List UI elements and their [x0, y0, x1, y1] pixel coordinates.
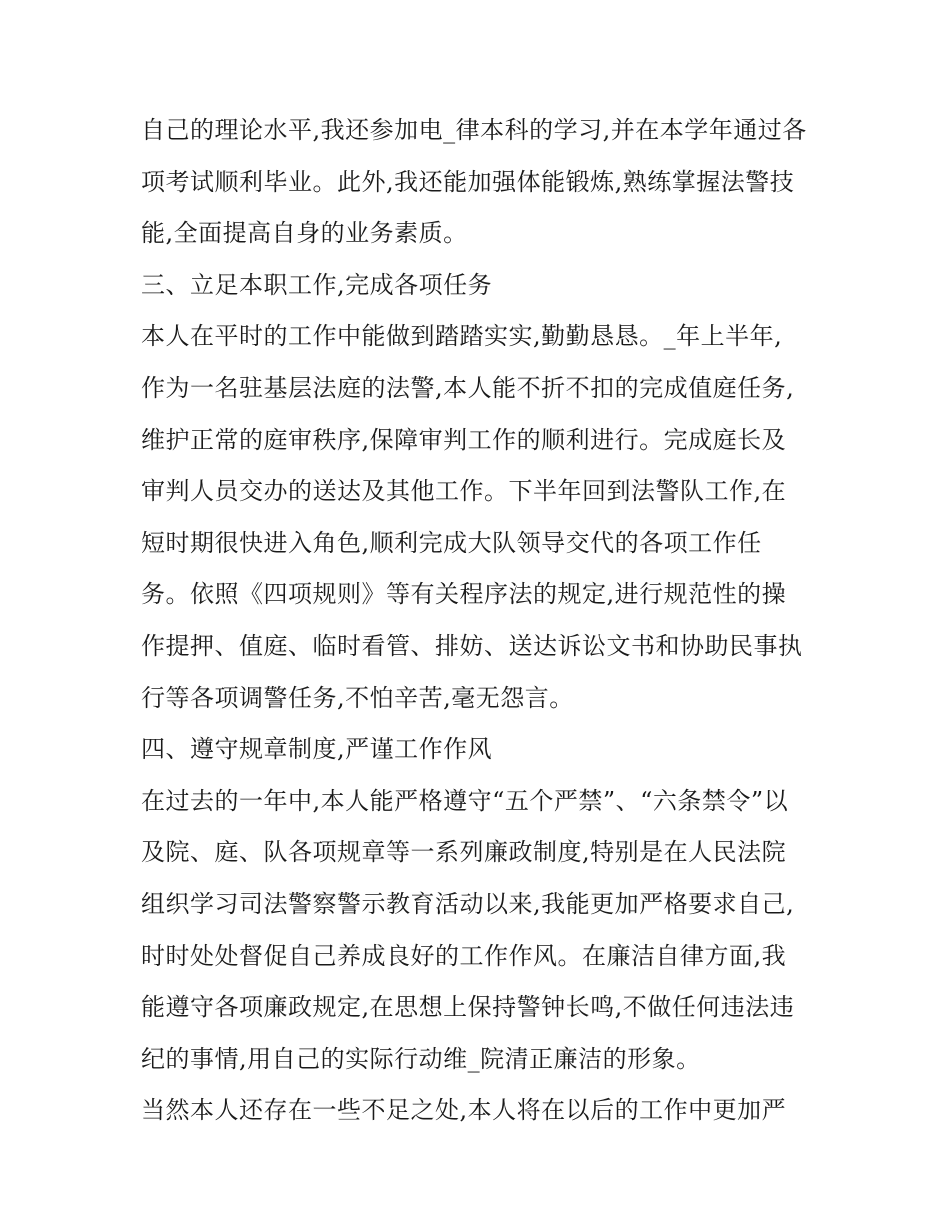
text-line: 行等各项调警任务,不怕辛苦,毫无怨言。: [141, 683, 574, 712]
text-line: 审判人员交办的送达及其他工作。下半年回到法警队工作,在: [141, 477, 787, 506]
text-line: 纪的事情,用自己的实际行动维_院清正廉洁的形象。: [141, 1044, 701, 1073]
section-heading: 四、遵守规章制度,严谨工作作风: [141, 735, 493, 764]
text-line: 项考试顺利毕业。此外,我还能加强体能锻炼,熟练掌握法警技: [141, 167, 795, 196]
text-line: 作提押、值庭、临时看管、排妨、送达诉讼文书和协助民事执: [141, 631, 803, 660]
section-heading: 三、立足本职工作,完成各项任务: [141, 270, 493, 299]
text-line: 时时处处督促自己养成良好的工作作风。在廉洁自律方面,我: [141, 941, 787, 970]
text-line: 维护正常的庭审秩序,保障审判工作的顺利进行。完成庭长及: [141, 425, 787, 454]
text-line: 短时期很快进入角色,顺利完成大队领导交代的各项工作任: [141, 528, 762, 557]
text-line: 自己的理论水平,我还参加电_律本科的学习,并在本学年通过各: [141, 116, 807, 144]
text-line: 本人在平时的工作中能做到踏踏实实,勤勤恳恳。_年上半年,: [141, 322, 783, 351]
text-line: 及院、庭、队各项规章等一系列廉政制度,特别是在人民法院: [141, 838, 787, 867]
text-line: 能遵守各项廉政规定,在思想上保持警钟长鸣,不做任何违法违: [141, 993, 795, 1022]
text-line: 务。依照《四项规则》等有关程序法的规定,进行规范性的操: [141, 580, 787, 609]
body-text: [141, 105, 831, 1137]
text-line: 作为一名驻基层法庭的法警,本人能不折不扣的完成值庭任务,: [141, 373, 795, 402]
text-line: 当然本人还存在一些不足之处,本人将在以后的工作中更加严: [141, 1096, 787, 1125]
text-line: 组织学习司法警察警示教育活动以来,我能更加严格要求自己,: [141, 889, 795, 918]
text-line: 能,全面提高自身的业务素质。: [141, 219, 468, 248]
text-line: 在过去的一年中,本人能严格遵守“五个严禁”、“六条禁令”以: [141, 786, 789, 815]
